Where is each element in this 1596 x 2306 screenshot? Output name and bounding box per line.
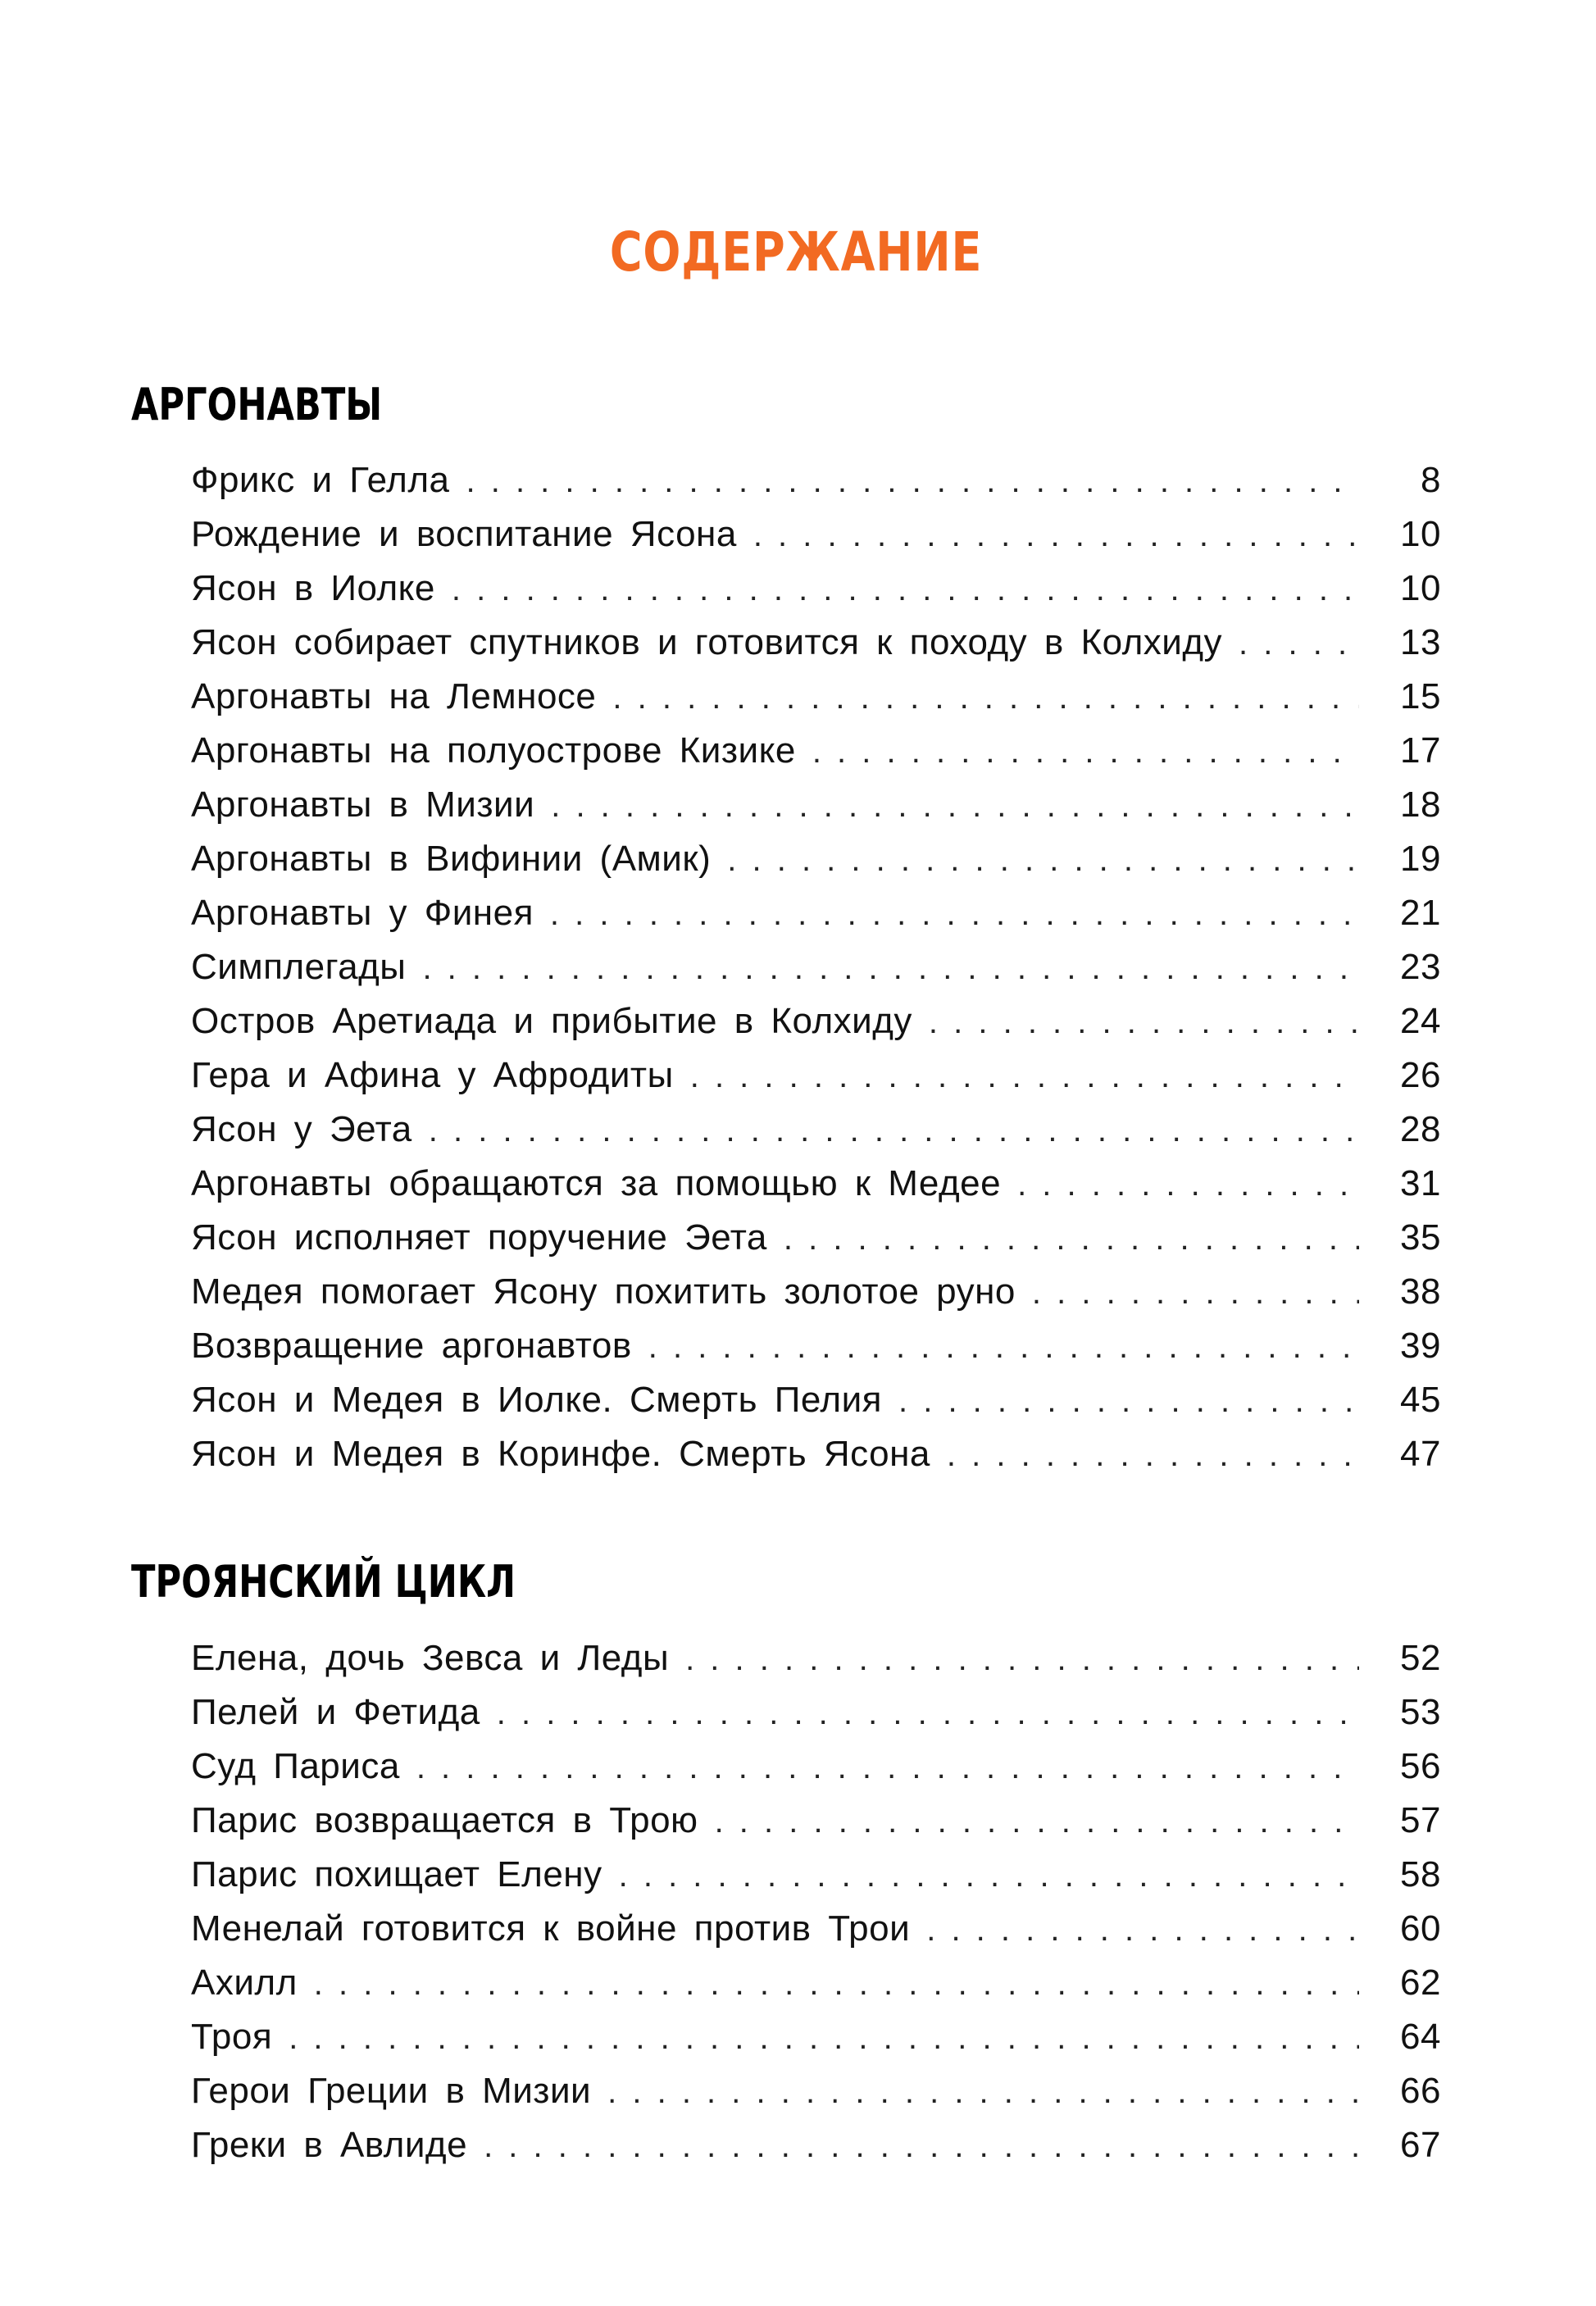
- toc-entry-title: Ясон и Медея в Иолке. Смерть Пелия: [191, 1380, 882, 1420]
- toc-entry[interactable]: [191, 1685, 1441, 1740]
- toc-entry[interactable]: [191, 994, 1441, 1048]
- dot-leader: [685, 1632, 1359, 1686]
- toc-entry[interactable]: [191, 1265, 1441, 1319]
- toc-entry-page: 10: [1400, 568, 1441, 608]
- toc-entry[interactable]: [191, 616, 1441, 670]
- toc-entry-page: 23: [1400, 947, 1441, 987]
- toc-entry[interactable]: [191, 453, 1441, 507]
- toc-list-argonauts: [191, 453, 1441, 1481]
- toc-entry-title: Возвращение аргонавтов: [191, 1326, 632, 1366]
- dot-leader: [429, 1103, 1359, 1158]
- toc-entry[interactable]: [191, 1956, 1441, 2010]
- toc-entry-page: 15: [1400, 676, 1441, 716]
- toc-entry[interactable]: [191, 2118, 1441, 2172]
- dot-leader: [926, 1903, 1359, 1957]
- toc-entry-page: 39: [1400, 1326, 1441, 1366]
- toc-entry-title: Парис похищает Елену: [191, 1854, 602, 1894]
- dot-leader: [612, 671, 1359, 725]
- toc-entry[interactable]: [191, 1157, 1441, 1211]
- toc-entry-title: Аргонавты в Вифинии (Амик): [191, 839, 712, 879]
- toc-entry-page: 10: [1400, 514, 1441, 554]
- toc-entry-title: Менелай готовится к войне против Трои: [191, 1908, 911, 1949]
- toc-entry-page: 56: [1400, 1746, 1441, 1786]
- toc-entry-page: 26: [1400, 1055, 1441, 1095]
- toc-entry-page: 24: [1400, 1001, 1441, 1041]
- toc-entry-page: 21: [1400, 893, 1441, 933]
- toc-entry-page: 60: [1400, 1908, 1441, 1949]
- dot-leader: [1239, 616, 1359, 671]
- dot-leader: [812, 725, 1359, 779]
- toc-entry-page: 13: [1400, 622, 1441, 662]
- toc-entry-title: Ясон в Иолке: [191, 568, 435, 608]
- toc-entry-page: 19: [1400, 839, 1441, 879]
- toc-entry-title: Симплегады: [191, 947, 407, 987]
- dot-leader: [947, 1428, 1359, 1482]
- toc-entry[interactable]: [191, 1794, 1441, 1848]
- dot-leader: [466, 454, 1359, 508]
- dot-leader: [550, 887, 1359, 941]
- toc-entry-title: Елена, дочь Зевса и Леды: [191, 1638, 670, 1678]
- toc-entry[interactable]: [191, 1103, 1441, 1157]
- toc-entry-title: Аргонавты на полуострове Кизике: [191, 730, 796, 771]
- dot-leader: [452, 562, 1359, 616]
- toc-entry-page: 8: [1421, 460, 1441, 500]
- section-heading-trojan-cycle: ТРОЯНСКИЙ ЦИКЛ: [131, 1556, 516, 1608]
- toc-entry-title: Остров Аретиада и прибытие в Колхиду: [191, 1001, 912, 1041]
- dot-leader: [497, 1686, 1359, 1740]
- dot-leader: [484, 2119, 1359, 2173]
- toc-entry-page: 18: [1400, 785, 1441, 825]
- toc-entry-page: 17: [1400, 730, 1441, 771]
- toc-entry[interactable]: [191, 1048, 1441, 1103]
- dot-leader: [619, 1849, 1359, 1903]
- toc-entry-title: Ясон и Медея в Коринфе. Смерть Ясона: [191, 1434, 930, 1474]
- toc-entry-title: Троя: [191, 2017, 273, 2057]
- toc-entry-page: 57: [1400, 1800, 1441, 1840]
- toc-entry-title: Фрикс и Гелла: [191, 460, 450, 500]
- dot-leader: [784, 1212, 1359, 1266]
- toc-entry[interactable]: [191, 1211, 1441, 1265]
- dot-leader: [690, 1049, 1359, 1103]
- dot-leader: [727, 833, 1359, 887]
- page-title: СОДЕРЖАНИЕ: [609, 221, 983, 284]
- toc-entry-page: 38: [1400, 1271, 1441, 1312]
- toc-entry-page: 47: [1400, 1434, 1441, 1474]
- dot-leader: [422, 941, 1359, 995]
- toc-entry[interactable]: [191, 2064, 1441, 2118]
- toc-entry[interactable]: [191, 1902, 1441, 1956]
- toc-entry[interactable]: [191, 2010, 1441, 2064]
- toc-entry-page: 45: [1400, 1380, 1441, 1420]
- dot-leader: [607, 2065, 1359, 2119]
- toc-entry[interactable]: [191, 886, 1441, 940]
- dot-leader: [1017, 1158, 1359, 1212]
- toc-entry-title: Суд Париса: [191, 1746, 400, 1786]
- toc-entry-page: 53: [1400, 1692, 1441, 1732]
- dot-leader: [715, 1794, 1359, 1849]
- toc-entry-page: 52: [1400, 1638, 1441, 1678]
- toc-entry-title: Ясон собирает спутников и готовится к походу в Колхиду: [191, 622, 1223, 662]
- toc-entry-page: 66: [1400, 2071, 1441, 2111]
- toc-entry-title: Аргонавты у Финея: [191, 893, 534, 933]
- toc-entry-title: Герои Греции в Мизии: [191, 2071, 592, 2111]
- toc-entry[interactable]: [191, 670, 1441, 724]
- toc-list-trojan-cycle: [191, 1631, 1441, 2172]
- toc-entry-page: 28: [1400, 1109, 1441, 1149]
- toc-entry[interactable]: [191, 1319, 1441, 1373]
- toc-entry-page: 58: [1400, 1854, 1441, 1894]
- toc-entry[interactable]: [191, 507, 1441, 562]
- section-heading-argonauts: АРГОНАВТЫ: [131, 379, 383, 430]
- toc-entry[interactable]: [191, 1740, 1441, 1794]
- toc-entry-title: Ахилл: [191, 1963, 298, 2003]
- toc-entry-title: Ясон у Эета: [191, 1109, 412, 1149]
- toc-entry[interactable]: [191, 1373, 1441, 1427]
- toc-entry[interactable]: [191, 1848, 1441, 1902]
- toc-entry[interactable]: [191, 724, 1441, 778]
- dot-leader: [416, 1740, 1359, 1794]
- dot-leader: [753, 508, 1359, 562]
- dot-leader: [1032, 1266, 1359, 1320]
- toc-entry-title: Рождение и воспитание Ясона: [191, 514, 737, 554]
- toc-entry-page: 67: [1400, 2125, 1441, 2165]
- toc-entry-page: 35: [1400, 1217, 1441, 1258]
- toc-entry-title: Пелей и Фетида: [191, 1692, 480, 1732]
- dot-leader: [289, 2011, 1359, 2065]
- toc-entry[interactable]: [191, 940, 1441, 994]
- toc-entry-page: 31: [1400, 1163, 1441, 1203]
- toc-entry-title: Парис возвращается в Трою: [191, 1800, 698, 1840]
- toc-entry-title: Ясон исполняет поручение Эета: [191, 1217, 767, 1258]
- dot-leader: [551, 779, 1359, 833]
- toc-entry-title: Аргонавты обращаются за помощью к Медее: [191, 1163, 1002, 1203]
- toc-entry-page: 64: [1400, 2017, 1441, 2057]
- toc-entry-title: Медея помогает Ясону похитить золотое руно: [191, 1271, 1016, 1312]
- toc-entry-title: Греки в Авлиде: [191, 2125, 468, 2165]
- toc-entry-title: Аргонавты в Мизии: [191, 785, 535, 825]
- toc-entry-title: Гера и Афина у Афродиты: [191, 1055, 674, 1095]
- toc-entry-title: Аргонавты на Лемносе: [191, 676, 597, 716]
- toc-entry-page: 62: [1400, 1963, 1441, 2003]
- toc-entry[interactable]: [191, 1427, 1441, 1481]
- dot-leader: [898, 1374, 1359, 1428]
- toc-entry[interactable]: [191, 562, 1441, 616]
- toc-entry[interactable]: [191, 778, 1441, 832]
- toc-entry[interactable]: [191, 1631, 1441, 1685]
- dot-leader: [314, 1957, 1359, 2011]
- dot-leader: [929, 995, 1359, 1049]
- dot-leader: [648, 1320, 1359, 1374]
- toc-entry[interactable]: [191, 832, 1441, 886]
